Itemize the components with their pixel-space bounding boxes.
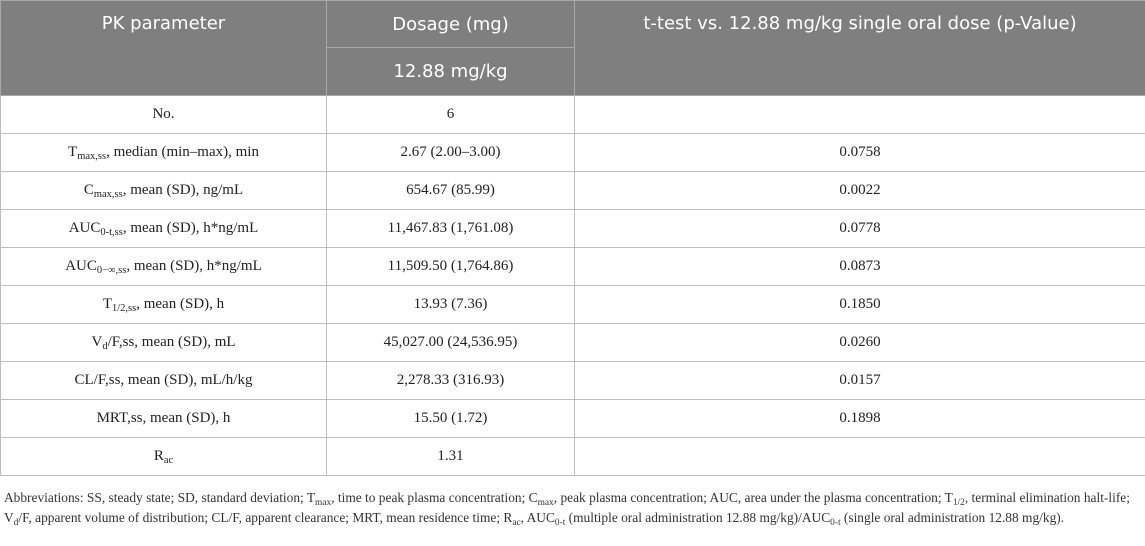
- footnote-text: , time to peak plasma concentration; C: [331, 490, 538, 505]
- cell-p-value: 0.1898: [575, 400, 1145, 438]
- header-pk-parameter: PK parameter: [1, 1, 327, 96]
- parameter-detail: , mean (SD), h: [136, 296, 225, 312]
- cell-dosage-value: 45,027.00 (24,536.95): [327, 324, 575, 362]
- table-row: [1, 248, 1145, 286]
- parameter-subscript: 0−∞,ss: [96, 265, 127, 276]
- cell-dosage-value: 1.31: [327, 438, 575, 476]
- footnote-text: /F, apparent volume of distribution; CL/F, apparent clearance; MRT, mean residence time; R: [18, 510, 513, 525]
- parameter-subscript: max,ss: [93, 189, 123, 200]
- footnote-text: (multiple oral administration 12.88 mg/kg)/AUC: [565, 510, 831, 525]
- table-row: [1, 172, 1145, 210]
- parameter-subscript: d: [102, 341, 108, 352]
- parameter-detail: , mean (SD), ng/mL: [122, 182, 244, 198]
- cell-p-value: [575, 96, 1145, 134]
- cell-p-value: [575, 438, 1145, 476]
- cell-dosage-value: 654.67 (85.99): [327, 172, 575, 210]
- footnote-subscript: 0-t: [830, 518, 841, 528]
- parameter-subscript: ac: [163, 455, 174, 466]
- cell-p-value: 0.0022: [575, 172, 1145, 210]
- table-header: [1, 1, 1145, 96]
- table-row: [1, 324, 1145, 362]
- cell-dosage-value: 13.93 (7.36): [327, 286, 575, 324]
- parameter-detail: , mean (SD), h*ng/mL: [122, 220, 259, 236]
- footnote-abbreviations: [4, 488, 1142, 528]
- footnote-subscript: ac: [512, 518, 521, 528]
- table-row: [1, 438, 1145, 476]
- header-ttest: t-test vs. 12.88 mg/kg single oral dose (p-Value): [575, 1, 1145, 96]
- cell-dosage-value: 6: [327, 96, 575, 134]
- parameter-subscript: 1/2,ss: [112, 303, 137, 314]
- cell-p-value: 0.1850: [575, 286, 1145, 324]
- cell-parameter: [1, 210, 327, 248]
- cell-p-value: 0.0873: [575, 248, 1145, 286]
- cell-parameter: [1, 362, 327, 400]
- cell-parameter: [1, 172, 327, 210]
- footnote-text: , AUC: [520, 510, 555, 525]
- header-dose-value: 12.88 mg/kg: [327, 48, 575, 96]
- parameter-name: MRT,ss, mean (SD), h: [96, 410, 231, 426]
- cell-parameter: [1, 400, 327, 438]
- cell-parameter: [1, 134, 327, 172]
- footnote-text: , peak plasma concentration; AUC, area under the plasma concentration; T: [553, 490, 953, 505]
- table-row: [1, 286, 1145, 324]
- cell-parameter: [1, 438, 327, 476]
- table-row: [1, 96, 1145, 134]
- cell-dosage-value: 15.50 (1.72): [327, 400, 575, 438]
- footnote-subscript: d: [13, 518, 19, 528]
- table-body: [1, 96, 1145, 476]
- parameter-name: T: [68, 144, 78, 160]
- parameter-subscript: 0-t,ss: [100, 227, 123, 238]
- table-row: [1, 134, 1145, 172]
- footnote-text: , terminal elimination halt-life; V: [4, 490, 1130, 525]
- table-row: [1, 210, 1145, 248]
- table-row: [1, 362, 1145, 400]
- parameter-name: R: [153, 448, 164, 464]
- footnote-text: Abbreviations: SS, steady state; SD, standard deviation; T: [4, 490, 316, 505]
- cell-dosage-value: 2.67 (2.00–3.00): [327, 134, 575, 172]
- parameter-name: T: [102, 296, 113, 312]
- footnote-subscript: max: [537, 498, 554, 508]
- cell-parameter: [1, 286, 327, 324]
- cell-p-value: 0.0758: [575, 134, 1145, 172]
- parameter-subscript: max,ss: [77, 151, 107, 162]
- cell-p-value: 0.0157: [575, 362, 1145, 400]
- footnote-subscript: 1/2: [952, 498, 965, 508]
- footnote-subscript: max: [315, 498, 332, 508]
- cell-dosage-value: 11,467.83 (1,761.08): [327, 210, 575, 248]
- cell-p-value: 0.0260: [575, 324, 1145, 362]
- header-dosage: Dosage (mg): [327, 1, 575, 48]
- cell-p-value: 0.0778: [575, 210, 1145, 248]
- parameter-name: AUC: [65, 258, 97, 274]
- cell-dosage-value: 11,509.50 (1,764.86): [327, 248, 575, 286]
- table-row: [1, 400, 1145, 438]
- footnote-subscript: 0-t: [554, 518, 566, 528]
- cell-parameter: [1, 96, 327, 134]
- parameter-detail: /F,ss, mean (SD), mL: [107, 334, 236, 350]
- parameter-name: No.: [152, 106, 175, 122]
- parameter-name: C: [83, 182, 94, 198]
- parameter-name: AUC: [68, 220, 101, 236]
- cell-parameter: [1, 324, 327, 362]
- footnote-text: (single oral administration 12.88 mg/kg).: [840, 510, 1065, 525]
- parameter-detail: , mean (SD), h*ng/mL: [126, 258, 262, 274]
- parameter-name: V: [91, 334, 103, 350]
- cell-dosage-value: 2,278.33 (316.93): [327, 362, 575, 400]
- parameter-name: CL/F,ss, mean (SD), mL/h/kg: [74, 372, 253, 388]
- cell-parameter: [1, 248, 327, 286]
- parameter-detail: , median (min–max), min: [106, 144, 259, 160]
